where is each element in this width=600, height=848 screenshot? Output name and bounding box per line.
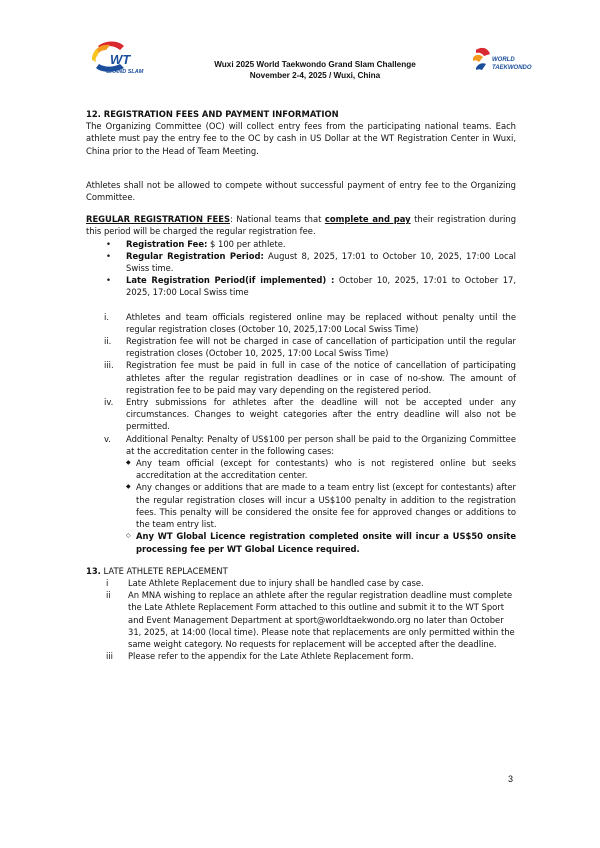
section-13-number: 13. [86,565,101,576]
bullet-icon: • [106,250,111,261]
fee-bullet-list [86,238,516,299]
event-title: Wuxi 2025 World Taekwondo Grand Slam Challenge [214,60,416,69]
bullet-icon: • [106,238,111,249]
fees-paragraph-2: Athletes shall not be allowed to compete without successful payment of entry fee to the Organizing Committee. [86,179,516,203]
regular-fees-text-b: their registration during this period will be charged the regular registration fee. [86,214,517,237]
list-item: ◆ Any changes or additions that are made to a team entry list (except for contestants) after the regular registration closes will incur a US$100 penalty in addition to the registration fees. This penalty will be considered the onsite fee for approved changes or additions to the team entry list. [126,482,516,530]
list-item: i. Athletes and team officials registered online may be replaced without penalty until the regular registration closes (October 10, 2025,17:00 Local Swiss Time) [104,311,516,334]
hollow-diamond-bullet-icon: ◇ [126,532,131,540]
list-item: • Registration Fee: $ 100 per athlete. [106,238,286,249]
list-item: • Late Registration Period(if implemented) : October 10, 2025, 17:01 to October 17, 2025, 17:00 Local Swiss time [106,275,517,298]
list-item: ◇ Any WT Global Licence registration completed onsite will incur a US$50 onsite processing fee per WT Global Licence required. [126,531,516,554]
late-replacement-list [86,577,516,662]
section-13-title: LATE ATHLETE REPLACEMENT [103,565,228,576]
list-item: ◆ Any team official (except for contestants) who is not registered online but seeks accreditation at the accreditation center. [126,458,516,481]
list-item: v. Additional Penalty: Penalty of US$100 per person shall be paid to the Organizing Committee at the accreditation center in the following cases: ◆ Any team official (except for contestants) who is not registered online but seeks accreditation at the accreditation center. ◆ Any changes or additions that are made to a team entry list (except for contestants) after the regular registration closes will incur a US$100 penalty in addition to the registration fees. This penalty will be considered the onsite fee for approved changes or additions to the team entry list. ◇ Any WT Global Licence registration completed onsite will incur a US$50 onsite processing fee per WT Global Licence required. [104,433,516,554]
event-dates: November 2-4, 2025 / Wuxi, China [249,70,381,80]
taekwondo-logo-text: TAEKWONDO [492,65,532,71]
event-header [160,60,470,81]
wt-grand-slam-logo [84,40,164,80]
list-item: i Late Athlete Replacement due to injury shall be handled case by case. [106,577,424,588]
section-13-heading [86,565,516,577]
regular-fees-label: REGULAR REGISTRATION FEES [86,214,230,225]
list-item: iv. Entry submissions for athletes after the deadline will not be accepted under any circumstances. Changes to weight categories after the entry deadline will also not be permitted. [104,397,516,432]
list-item: ii. Registration fee will not be charged in case of cancellation of participation until the regular registration closes (October 10, 2025, 17:00 Local Swiss Time) [104,336,516,359]
diamond-bullet-icon: ◆ [126,483,131,491]
list-item: iii Please refer to the appendix for the Late Athlete Replacement form. [106,651,414,662]
list-item: • Regular Registration Period: August 8, 2025, 17:01 to October 10, 2025, 17:00 Local Swiss time. [106,250,517,274]
page-number: 3 [508,774,514,784]
regular-fees-text-a: : National teams that [230,214,325,225]
grand-slam-logo-text: GRAND SLAM [106,69,144,75]
bullet-icon: • [106,275,111,286]
registration-rules-list [86,311,516,555]
diamond-bullet-icon: ◆ [126,459,131,467]
list-item: iii. Registration fee must be paid in full in case of the notice of cancellation of participating athletes after the regular registration deadlines or in case of no-show. The amount of registration fee to be paid may vary depending on the registered period. [104,360,516,395]
complete-and-pay-emphasis: complete and pay [324,214,411,225]
penalty-case-list [126,457,516,555]
world-taekwondo-logo [470,44,536,88]
wt-logo-text: WT [110,52,131,67]
section-12-heading: 12. REGISTRATION FEES AND PAYMENT INFORMATION [86,109,339,119]
world-logo-text: WORLD [492,57,515,63]
document-body [86,108,516,662]
regular-fees-paragraph [86,213,516,237]
fees-paragraph-1: The Organizing Committee (OC) will collect entry fees from the participating national teams. Each athlete must pay the entry fee to the OC by cash in US Dollar at the WT Registration Center in Wuxi, China prior to the Head of Team Meeting. [86,121,516,156]
list-item: ii An MNA wishing to replace an athlete after the regular registration deadline must complete the Late Athlete Replacement Form attached to this outline and submit it to the WT Sport and Event Management Department at sport@worldtaekwondo.org no later than October 31, 2025, at 14:00 (local time). Please note that replacements are only permitted within the same weight category. No requests for replacement will be accepted after the deadline. [106,590,515,649]
